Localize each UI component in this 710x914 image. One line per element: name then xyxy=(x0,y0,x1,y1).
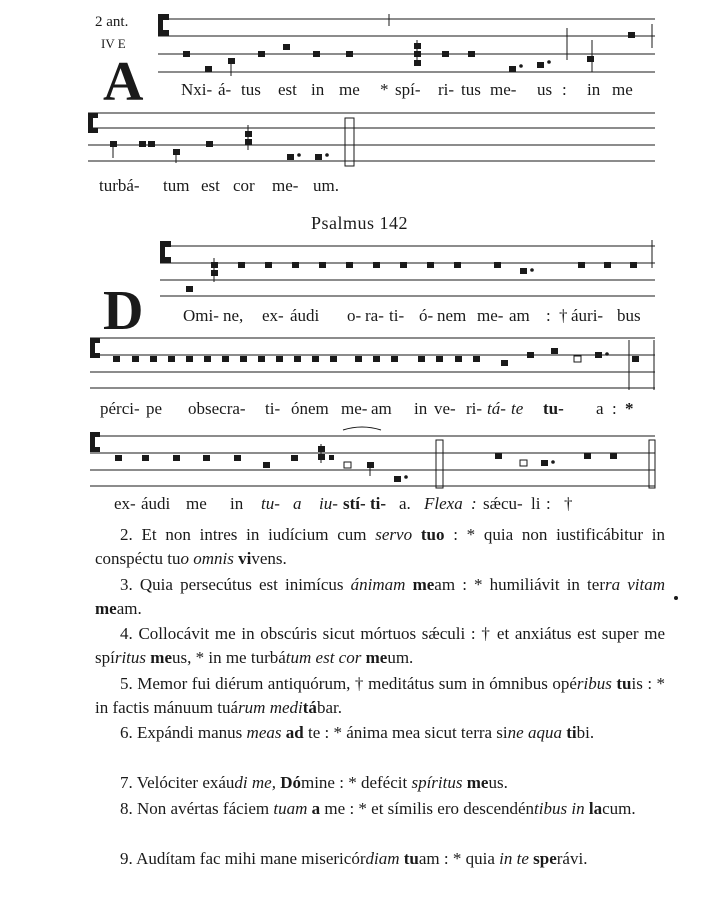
verse-italic: tum est cor xyxy=(285,648,362,667)
syllable: tum xyxy=(163,176,190,195)
verse-bold: tu xyxy=(403,849,419,868)
syllable: ti- xyxy=(370,494,387,513)
syllable: pe xyxy=(146,399,163,418)
verse-text: Expándi manus xyxy=(137,723,247,742)
stray-mark xyxy=(674,596,678,600)
syllable: li xyxy=(531,494,541,513)
verse-text: bar. xyxy=(316,698,342,717)
syllable: ne, xyxy=(223,306,244,325)
verse-bold: tá xyxy=(302,698,317,717)
verse-6 xyxy=(95,721,665,745)
syllable: tu- xyxy=(261,494,280,513)
verse-5 xyxy=(95,672,665,720)
verse-bold: ad xyxy=(285,723,304,742)
syllable: ti- xyxy=(265,399,281,418)
verse-text: us, * in me turbá xyxy=(172,648,286,667)
verse-italic: tibus in xyxy=(534,799,585,818)
syllable: tu- xyxy=(543,399,564,418)
syllable: ó- xyxy=(419,306,434,325)
verse-text: um. xyxy=(387,648,414,667)
verse-number: 9. xyxy=(120,849,133,868)
antiphon-mode-label: IV E xyxy=(101,36,126,51)
verse-bold: me xyxy=(365,648,388,667)
syllable: est xyxy=(278,80,297,99)
syllable: ex- xyxy=(114,494,136,513)
syllable: áuri- xyxy=(571,306,604,325)
syllable: ónem xyxy=(291,399,329,418)
syllable: am xyxy=(371,399,392,418)
syllable: * xyxy=(380,80,389,99)
syllable: bus xyxy=(617,306,641,325)
syllable: me- xyxy=(477,306,504,325)
verse-italic: o omnis xyxy=(180,549,234,568)
verse-bold: me xyxy=(466,773,489,792)
syllable: Flexa xyxy=(424,494,463,513)
verse-text: Et non intres in iudícium cum xyxy=(141,525,376,544)
verse-bold: ti xyxy=(566,723,577,742)
antiphon-initial: A xyxy=(103,51,144,113)
syllable: : xyxy=(612,399,617,418)
verse-italic: di me, xyxy=(234,773,276,792)
verse-bold: tu xyxy=(616,674,632,693)
syllable: me xyxy=(612,80,633,99)
syllable: ri- xyxy=(466,399,483,418)
verse-text: me : * et símilis ero descendén xyxy=(320,799,535,818)
syllable: a xyxy=(293,494,302,513)
verse-italic: in te xyxy=(499,849,529,868)
verse-text: mine : * defécit xyxy=(300,773,412,792)
syllable: sǽcu- xyxy=(483,494,523,513)
syllable: me- xyxy=(490,80,517,99)
syllable: ve- xyxy=(434,399,456,418)
syllable: Omi- xyxy=(183,306,219,325)
verse-text: te : * ánima mea sicut terra si xyxy=(303,723,508,742)
syllable: : xyxy=(471,494,477,513)
syllable: a. xyxy=(399,494,411,513)
verse-bold: a xyxy=(311,799,321,818)
syllable: um. xyxy=(313,176,339,195)
verse-text: vens. xyxy=(251,549,287,568)
verse-text: rávi. xyxy=(556,849,588,868)
syllable: turbá- xyxy=(99,176,140,195)
verse-3 xyxy=(95,573,665,621)
verse-number: 3. xyxy=(120,575,133,594)
syllable: in xyxy=(230,494,244,513)
verse-italic: diam xyxy=(365,849,400,868)
verse-number: 7. xyxy=(120,773,133,792)
syllable: in xyxy=(587,80,601,99)
syllable: ex- xyxy=(262,306,284,325)
syllable: est xyxy=(201,176,220,195)
syllable: † xyxy=(559,306,568,325)
verse-italic: ritus xyxy=(114,648,147,667)
verse-number: 8. xyxy=(120,799,133,818)
syllable: pérci- xyxy=(100,399,140,418)
syllable: obsecra- xyxy=(188,399,246,418)
verse-italic: servo xyxy=(375,525,413,544)
verse-italic: ne aqua xyxy=(507,723,562,742)
syllable: á- xyxy=(218,80,232,99)
verse-text: Quia persecútus est inimícus xyxy=(139,575,351,594)
verse-text: cum. xyxy=(602,799,636,818)
verse-italic: meas xyxy=(246,723,282,742)
verse-2 xyxy=(95,523,665,571)
verse-italic: ra vitam xyxy=(604,575,666,594)
syllable: áudi xyxy=(141,494,171,513)
syllable: : xyxy=(546,494,551,513)
verse-bold: me xyxy=(95,599,117,618)
syllable: ra- xyxy=(365,306,384,325)
syllable: in xyxy=(414,399,428,418)
verse-italic: ánimam xyxy=(350,575,406,594)
syllable: ri- xyxy=(438,80,455,99)
syllable: spí- xyxy=(395,80,421,99)
psalm-initial: D xyxy=(103,280,144,342)
verse-number: 6. xyxy=(120,723,133,742)
verse-italic: ribus xyxy=(576,674,612,693)
verse-8 xyxy=(95,797,665,821)
syllable: : xyxy=(546,306,551,325)
syllable: am xyxy=(509,306,530,325)
verse-bold: me xyxy=(150,648,172,667)
verse-italic: rum medi xyxy=(238,698,303,717)
syllable: te xyxy=(511,399,524,418)
verse-text: us. xyxy=(488,773,508,792)
verse-text: : * quia non iustificábitur in conspéctu tu xyxy=(95,525,666,568)
verse-text: bi. xyxy=(576,723,595,742)
verse-text: Collocávit me in obscúris sicut mórtuos sǽculi : † et anxiátus est super me spí xyxy=(95,624,666,667)
syllable: a xyxy=(596,399,604,418)
syllable: tus xyxy=(461,80,481,99)
syllable: : xyxy=(562,80,567,99)
psalm-title: Psalmus 142 xyxy=(311,213,409,233)
verse-text: Memor fui diérum antiquórum, † meditátus sum in ómnibus opé xyxy=(137,674,577,693)
verse-bold: Dó xyxy=(280,773,301,792)
verse-text: Velóciter exáu xyxy=(136,773,235,792)
syllable: me- xyxy=(341,399,368,418)
verse-bold: vi xyxy=(238,549,252,568)
syllable: me xyxy=(339,80,360,99)
verse-text: Non avértas fáciem xyxy=(137,799,274,818)
verse-text: am : * quia xyxy=(418,849,500,868)
syllable: tus xyxy=(241,80,261,99)
verse-bold: spe xyxy=(533,849,557,868)
verse-4 xyxy=(95,622,665,670)
verse-text xyxy=(405,575,412,594)
verse-italic: spíritus xyxy=(411,773,463,792)
verse-bold: la xyxy=(588,799,603,818)
syllable: nem xyxy=(437,306,467,325)
verse-7 xyxy=(95,771,665,795)
syllable: * xyxy=(625,399,634,418)
syllable: stí- xyxy=(343,494,366,513)
syllable: † xyxy=(564,494,573,513)
syllable: us xyxy=(537,80,553,99)
syllable: áudi xyxy=(290,306,320,325)
verse-text xyxy=(412,525,421,544)
syllable: Nxi- xyxy=(181,80,213,99)
verse-text: Audítam fac mihi mane misericór xyxy=(136,849,366,868)
verse-number: 5. xyxy=(120,674,133,693)
syllable: cor xyxy=(233,176,255,195)
verse-text: am : * humiliávit in ter xyxy=(434,575,605,594)
verse-9 xyxy=(95,847,665,871)
verse-text: am. xyxy=(116,599,142,618)
verse-text: is : * in factis mánuum tuá xyxy=(95,674,666,717)
verse-bold: me xyxy=(412,575,435,594)
verse-number: 4. xyxy=(120,624,133,643)
syllable: tá- xyxy=(487,399,506,418)
syllable: in xyxy=(311,80,325,99)
verse-bold: tuo xyxy=(420,525,445,544)
syllable: iu- xyxy=(319,494,338,513)
syllable: ti- xyxy=(389,306,405,325)
syllable: o- xyxy=(347,306,362,325)
syllable: me- xyxy=(272,176,299,195)
verse-number: 2. xyxy=(120,525,133,544)
verse-italic: tuam xyxy=(273,799,308,818)
syllable: me xyxy=(186,494,207,513)
antiphon-number-label: 2 ant. xyxy=(95,14,129,30)
